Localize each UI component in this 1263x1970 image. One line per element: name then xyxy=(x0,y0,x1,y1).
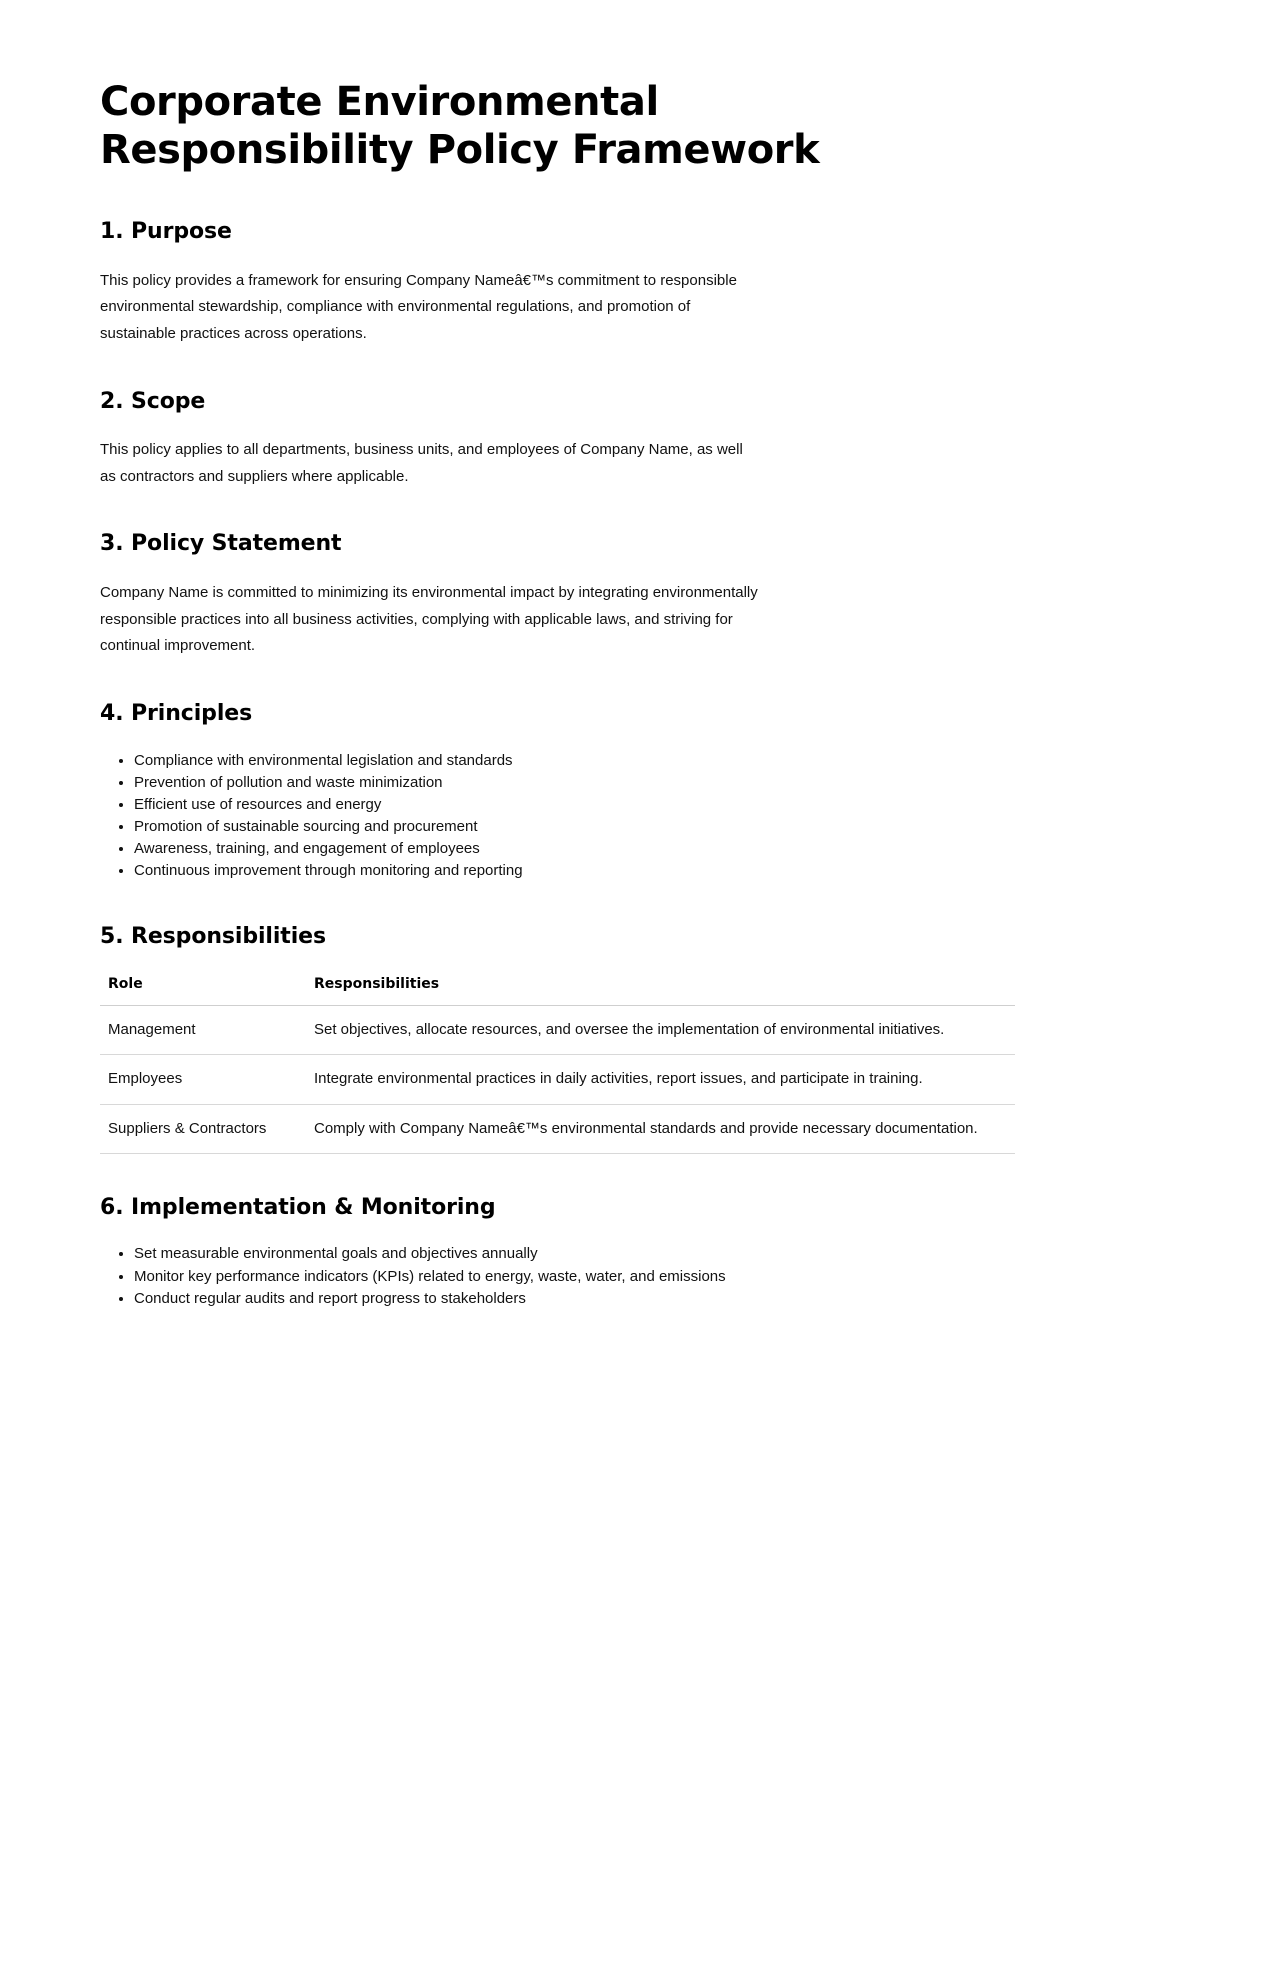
list-item: • Conduct regular audits and report progress to stakeholders xyxy=(134,1288,1163,1310)
table-row xyxy=(100,1104,1015,1153)
section-body-scope: This policy applies to all departments, business units, and employees of Company Name, as well as contractors and suppliers where applicable. xyxy=(100,441,743,485)
section-heading-purpose: 1. Purpose xyxy=(100,219,232,244)
section-policy-statement xyxy=(100,530,1163,660)
section-heading-scope: 2. Scope xyxy=(100,388,206,414)
list-item: • Continuous improvement through monitoring and reporting xyxy=(134,860,1163,882)
list-item: • Monitor key performance indicators (KPIs) related to energy, waste, water, and emissions xyxy=(134,1266,1163,1288)
cell-responsibility: Integrate environmental practices in daily activities, report issues, and participate in training. xyxy=(306,1055,1015,1104)
list-item: • Promotion of sustainable sourcing and procurement xyxy=(134,816,1163,838)
section-heading-implementation-monitoring: 6. Implementation & Monitoring xyxy=(100,1194,496,1220)
list-item: • Awareness, training, and engagement of employees xyxy=(134,838,1163,860)
table-row xyxy=(100,1006,1015,1055)
list-item: • Efficient use of resources and energy xyxy=(134,794,1163,816)
section-scope xyxy=(100,388,1163,491)
implementation-list xyxy=(100,1243,1163,1310)
section-heading-policy-statement: 3. Policy Statement xyxy=(100,531,342,557)
cell-role: Employees xyxy=(100,1055,306,1104)
cell-responsibility: Set objectives, allocate resources, and oversee the implementation of environmental initiatives. xyxy=(306,1006,1015,1055)
table-row xyxy=(100,1055,1015,1104)
cell-role: Management xyxy=(100,1006,306,1055)
section-purpose xyxy=(100,218,1163,348)
cell-role: Suppliers & Contractors xyxy=(100,1104,306,1153)
list-item: • Compliance with environmental legislation and standards xyxy=(134,750,1163,772)
section-heading-principles: 4. Principles xyxy=(100,701,253,726)
section-principles xyxy=(100,700,1163,883)
section-responsibilities xyxy=(100,923,1163,1154)
column-header-role: Role xyxy=(100,972,306,1006)
list-item: • Prevention of pollution and waste minimization xyxy=(134,772,1163,794)
cell-responsibility: Comply with Company Nameâ€™s environmental standards and provide necessary documentation. xyxy=(306,1104,1015,1153)
section-implementation-monitoring xyxy=(100,1194,1163,1310)
column-header-responsibilities: Responsibilities xyxy=(306,972,1015,1006)
responsibilities-table xyxy=(100,972,1015,1154)
section-heading-responsibilities: 5. Responsibilities xyxy=(100,923,326,949)
principles-list xyxy=(100,750,1163,883)
table-header-row xyxy=(100,972,1015,1006)
page-bottom-whitespace xyxy=(100,1350,1163,1910)
section-body-purpose: This policy provides a framework for ensuring Company Nameâ€™s commitment to responsible environmental stewardship, compliance with environmental regulations, and promotion of sustainable practices across operations. xyxy=(100,271,737,342)
list-item: • Set measurable environmental goals and objectives annually xyxy=(134,1243,1163,1265)
section-body-policy-statement: Company Name is committed to minimizing its environmental impact by integrating environmentally responsible practices into all business activities, complying with applicable laws, and striving for continual improvement. xyxy=(100,583,758,655)
page-title: Corporate Environmental Responsibility Policy Framework xyxy=(100,79,820,173)
